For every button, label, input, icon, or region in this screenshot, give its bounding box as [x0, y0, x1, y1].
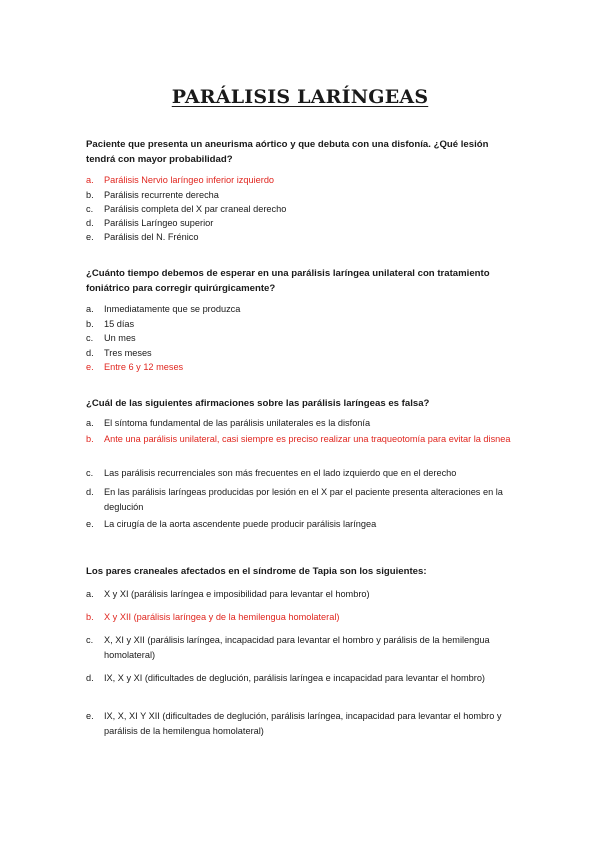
- q4-option-d: [86, 671, 516, 686]
- option-letter: b.: [86, 612, 94, 622]
- option-letter: e.: [86, 519, 94, 529]
- q2-option-a: [86, 302, 516, 317]
- option-letter: d.: [86, 348, 94, 358]
- option-text: X, XI y XII (parálisis laríngea, incapacidad para levantar el hombro y parálisis de la hemilengua homolateral): [104, 635, 490, 660]
- q3-option-d: [86, 485, 516, 515]
- q4-option-a: [86, 587, 516, 602]
- question-2: ¿Cuánto tiempo debemos de esperar en una parálisis laríngea unilateral con tratamiento foniátrico para corregir quirúrgicamente?: [86, 268, 490, 294]
- option-text: Parálisis Nervio laríngeo inferior izquierdo: [104, 175, 275, 185]
- option-text: La cirugía de la aorta ascendente puede producir parálisis laríngea: [104, 519, 377, 529]
- option-letter: d.: [86, 673, 94, 683]
- q3-option-a: [86, 416, 516, 431]
- option-letter: e.: [86, 362, 94, 372]
- option-letter: a.: [86, 418, 94, 428]
- question-4: Los pares craneales afectados en el síndrome de Tapia son los siguientes:: [86, 566, 427, 577]
- option-letter: b.: [86, 434, 94, 444]
- option-letter: d.: [86, 487, 94, 497]
- option-text: Parálisis Laríngeo superior: [104, 218, 214, 228]
- option-text: El síntoma fundamental de las parálisis unilaterales es la disfonía: [104, 418, 371, 428]
- q3-option-b: [86, 432, 516, 447]
- option-text: Parálisis del N. Frénico: [104, 232, 199, 242]
- option-text: Parálisis completa del X par craneal derecho: [104, 204, 287, 214]
- option-letter: a.: [86, 589, 94, 599]
- option-letter: c.: [86, 333, 94, 343]
- q1-option-c: [86, 202, 516, 217]
- option-text: X y XII (parálisis laríngea y de la hemilengua homolateral): [104, 612, 340, 622]
- q1-option-d: [86, 216, 516, 231]
- option-text: IX, X y XI (dificultades de deglución, parálisis laríngea e incapacidad para levantar el hombro): [104, 673, 485, 683]
- q2-option-b: [86, 317, 516, 332]
- option-letter: e.: [86, 711, 94, 721]
- option-text: Entre 6 y 12 meses: [104, 362, 184, 372]
- option-text: X y XI (parálisis laríngea e imposibilidad para levantar el hombro): [104, 589, 370, 599]
- question-3: ¿Cuál de las siguientes afirmaciones sobre las parálisis laríngeas es falsa?: [86, 398, 430, 409]
- q2-option-d: [86, 346, 516, 361]
- option-letter: b.: [86, 319, 94, 329]
- q1-option-e: [86, 230, 516, 245]
- option-letter: c.: [86, 204, 94, 214]
- option-text: Inmediatamente que se produzca: [104, 304, 241, 314]
- q2-option-c: [86, 331, 516, 346]
- option-text: Tres meses: [104, 348, 152, 358]
- option-letter: b.: [86, 190, 94, 200]
- q4-option-b: [86, 610, 516, 625]
- option-text: 15 días: [104, 319, 135, 329]
- option-text: Parálisis recurrente derecha: [104, 190, 219, 200]
- q3-option-e: [86, 517, 516, 532]
- q1-option-b: [86, 188, 516, 203]
- q4-option-c: [86, 633, 516, 663]
- option-letter: d.: [86, 218, 94, 228]
- option-letter: a.: [86, 304, 94, 314]
- q3-option-c: [86, 466, 516, 481]
- option-letter: c.: [86, 468, 94, 478]
- q4-option-e: [86, 709, 516, 739]
- page-title: PARÁLISIS LARÍNGEAS: [171, 86, 429, 108]
- option-text: Ante una parálisis unilateral, casi siempre es preciso realizar una traqueotomía para evitar la disnea: [104, 434, 511, 444]
- option-text: Un mes: [104, 333, 136, 343]
- option-text: En las parálisis laríngeas producidas por lesión en el X par el paciente presenta alteraciones en la deglución: [104, 487, 503, 512]
- option-text: IX, X, XI Y XII (dificultades de deglución, parálisis laríngea, incapacidad para levantar el hombro y parálisis de la hemilengua homolateral): [104, 711, 502, 736]
- option-letter: c.: [86, 635, 94, 645]
- question-1: Paciente que presenta un aneurisma aórtico y que debuta con una disfonía. ¿Qué lesión tendrá con mayor probabilidad?: [86, 139, 489, 165]
- q1-option-a: [86, 173, 516, 188]
- option-letter: e.: [86, 232, 94, 242]
- option-text: Las parálisis recurrenciales son más frecuentes en el lado izquierdo que en el derecho: [104, 468, 457, 478]
- option-letter: a.: [86, 175, 94, 185]
- q2-option-e: [86, 360, 516, 375]
